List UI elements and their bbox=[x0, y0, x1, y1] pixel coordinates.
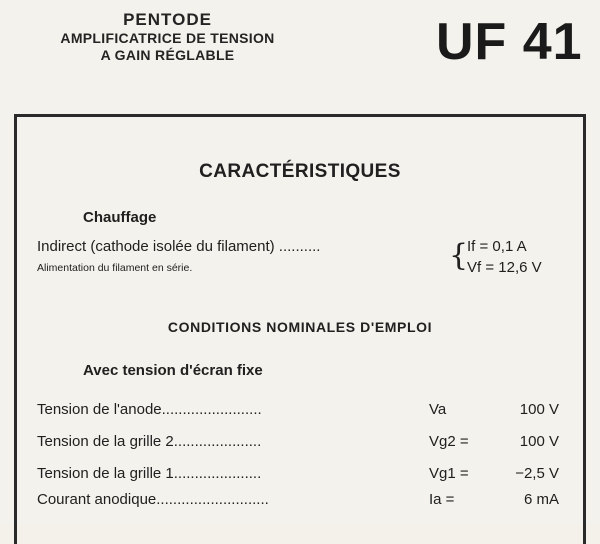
header-subtitle-2: A GAIN RÉGLABLE bbox=[100, 47, 235, 63]
vf-value: Vf = 12,6 V bbox=[467, 259, 542, 276]
brace-symbol: { bbox=[449, 238, 469, 273]
heating-label: Chauffage bbox=[83, 209, 157, 226]
row-label: Tension de l'anode........................ bbox=[37, 401, 262, 418]
row-value: 100 V bbox=[519, 401, 559, 418]
row-value: 6 mA bbox=[523, 491, 559, 508]
row-symbol: Ia = bbox=[429, 491, 455, 508]
heating-note: Alimentation du filament en série. bbox=[37, 262, 193, 274]
header-block bbox=[0, 10, 335, 64]
if-value: If = 0,1 A bbox=[467, 238, 527, 255]
row-label: Tension de la grille 1..................... bbox=[37, 465, 262, 482]
row-symbol: Vg2 = bbox=[429, 433, 469, 450]
row-value: 100 V bbox=[519, 433, 559, 450]
header-title: PENTODE bbox=[123, 10, 212, 29]
tube-designation: UF 41 bbox=[436, 13, 583, 71]
row-symbol: Va bbox=[429, 401, 447, 418]
row-label: Tension de la grille 2..................... bbox=[37, 433, 262, 450]
header-subtitle-1: AMPLIFICATRICE DE TENSION bbox=[60, 30, 275, 46]
conditions-subtitle: Avec tension d'écran fixe bbox=[83, 362, 263, 379]
conditions-title: CONDITIONS NOMINALES D'EMPLOI bbox=[167, 319, 433, 335]
spec-frame bbox=[14, 114, 586, 544]
row-symbol: Vg1 = bbox=[429, 465, 469, 482]
characteristics-title: CARACTÉRISTIQUES bbox=[199, 161, 401, 182]
row-label: Courant anodique........................... bbox=[37, 491, 269, 508]
heating-line: Indirect (cathode isolée du filament) .......... bbox=[37, 238, 321, 255]
row-value: −2,5 V bbox=[515, 465, 559, 482]
